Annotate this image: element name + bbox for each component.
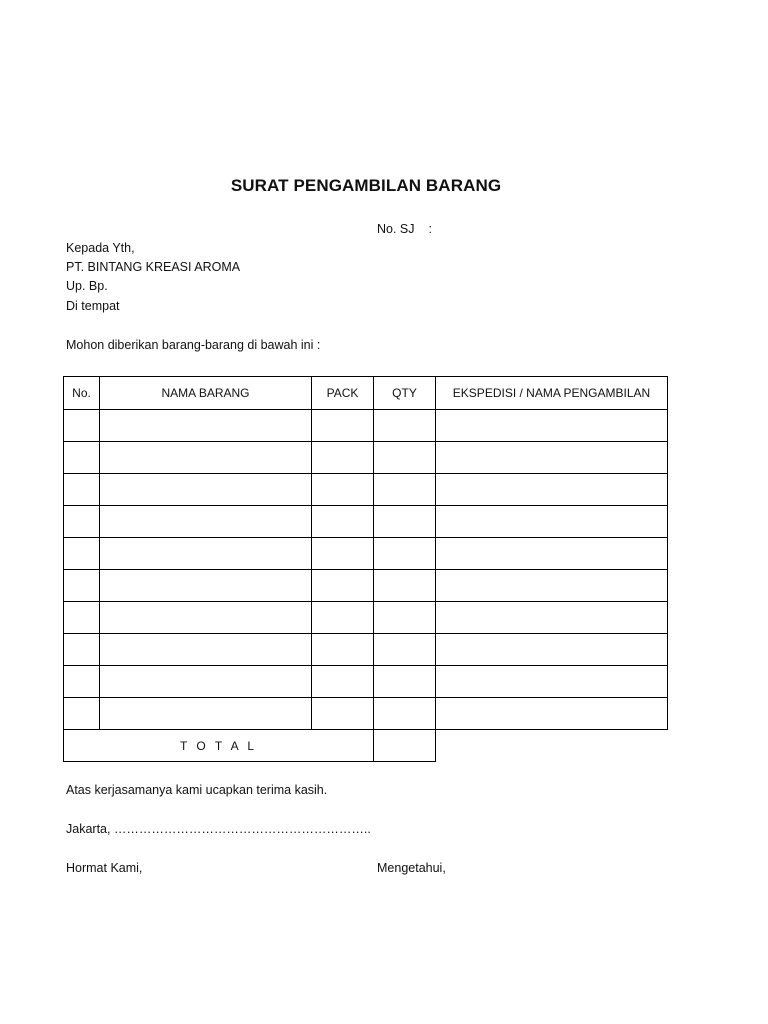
cell-ekspedisi[interactable] [436,442,668,474]
cell-pack[interactable] [312,570,374,602]
header-qty: QTY [374,377,436,410]
cell-qty[interactable] [374,698,436,730]
table-row [64,474,668,506]
cell-no[interactable] [64,698,100,730]
cell-pack[interactable] [312,634,374,666]
total-empty-cell [436,730,668,762]
cell-ekspedisi[interactable] [436,634,668,666]
cell-qty[interactable] [374,474,436,506]
cell-nama-barang[interactable] [100,602,312,634]
cell-ekspedisi[interactable] [436,506,668,538]
table-row [64,698,668,730]
recipient-company: PT. BINTANG KREASI AROMA [66,260,241,274]
cell-nama-barang[interactable] [100,666,312,698]
cell-no[interactable] [64,474,100,506]
cell-qty[interactable] [374,570,436,602]
document-title: SURAT PENGAMBILAN BARANG [230,176,502,195]
table-row [64,634,668,666]
header-pack: PACK [312,377,374,410]
cell-qty[interactable] [374,666,436,698]
cell-pack[interactable] [312,602,374,634]
cell-qty[interactable] [374,538,436,570]
intro-text: Mohon diberikan barang-barang di bawah ini : [66,338,321,352]
header-ekspedisi: EKSPEDISI / NAMA PENGAMBILAN [436,377,668,410]
recipient-attention: Up. Bp. [66,279,108,293]
cell-pack[interactable] [312,538,374,570]
cell-ekspedisi[interactable] [436,602,668,634]
cell-ekspedisi[interactable] [436,538,668,570]
no-sj-field [377,222,432,236]
signature-right-label: Mengetahui, [377,861,446,875]
cell-no[interactable] [64,506,100,538]
cell-nama-barang[interactable] [100,442,312,474]
closing-text: Atas kerjasamanya kami ucapkan terima kasih. [66,783,328,797]
table-row [64,506,668,538]
cell-pack[interactable] [312,666,374,698]
recipient-location: Di tempat [66,299,120,313]
table-row [64,442,668,474]
table-row [64,410,668,442]
table-row [64,538,668,570]
cell-ekspedisi[interactable] [436,570,668,602]
cell-no[interactable] [64,666,100,698]
table-row [64,602,668,634]
recipient-line-1: Kepada Yth, [66,241,135,255]
header-no: No. [64,377,100,410]
cell-qty[interactable] [374,410,436,442]
cell-nama-barang[interactable] [100,538,312,570]
total-qty-cell[interactable] [374,730,436,762]
cell-qty[interactable] [374,634,436,666]
cell-nama-barang[interactable] [100,506,312,538]
table-row [64,666,668,698]
cell-nama-barang[interactable] [100,410,312,442]
items-table [63,376,668,762]
table-row [64,570,668,602]
cell-qty[interactable] [374,442,436,474]
cell-pack[interactable] [312,410,374,442]
cell-ekspedisi[interactable] [436,410,668,442]
cell-nama-barang[interactable] [100,474,312,506]
cell-qty[interactable] [374,506,436,538]
cell-pack[interactable] [312,442,374,474]
cell-pack[interactable] [312,506,374,538]
total-row [64,730,668,762]
cell-ekspedisi[interactable] [436,474,668,506]
cell-no[interactable] [64,634,100,666]
cell-no[interactable] [64,602,100,634]
header-nama-barang: NAMA BARANG [100,377,312,410]
cell-pack[interactable] [312,698,374,730]
cell-no[interactable] [64,538,100,570]
cell-ekspedisi[interactable] [436,666,668,698]
cell-nama-barang[interactable] [100,698,312,730]
signature-left-label: Hormat Kami, [66,861,143,875]
no-sj-colon: : [428,222,432,236]
cell-nama-barang[interactable] [100,634,312,666]
cell-no[interactable] [64,410,100,442]
cell-ekspedisi[interactable] [436,698,668,730]
cell-qty[interactable] [374,602,436,634]
place-date-line: Jakarta, …………………………………………………….. [66,822,371,836]
cell-nama-barang[interactable] [100,570,312,602]
cell-no[interactable] [64,442,100,474]
total-label: T O T A L [64,730,374,762]
table-header-row [64,377,668,410]
no-sj-label: No. SJ [377,222,415,236]
cell-no[interactable] [64,570,100,602]
cell-pack[interactable] [312,474,374,506]
